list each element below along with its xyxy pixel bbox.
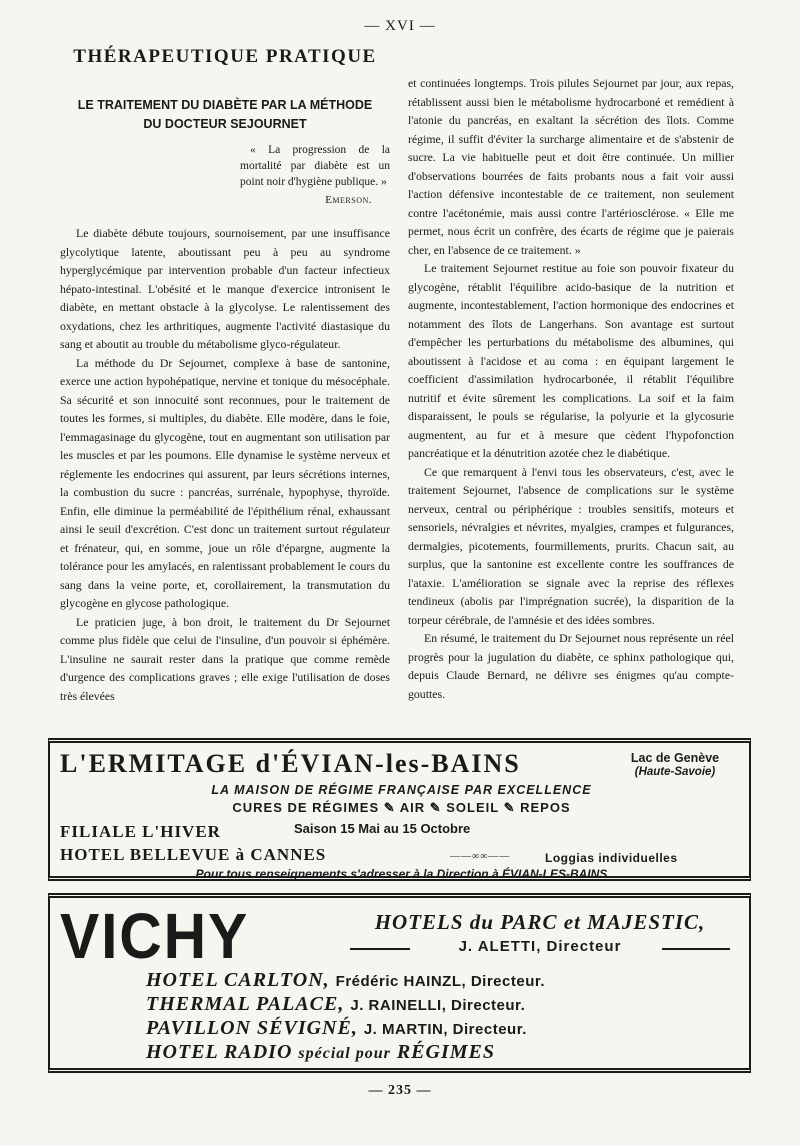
- hotel-name: PAVILLON SÉVIGNÉ,: [146, 1017, 358, 1039]
- evian-filiale: FILIALE L'HIVER: [60, 822, 221, 841]
- evian-cures: CURES DE RÉGIMES ✎ AIR ✎ SOLEIL ✎ REPOS: [232, 800, 571, 815]
- journal-title: THÉRAPEUTIQUE PRATIQUE: [73, 46, 377, 67]
- article-title: [60, 96, 390, 134]
- evian-lake: Lac de Genève: [630, 751, 720, 765]
- hotel-director: J. RAINELLI, Directeur.: [350, 997, 526, 1014]
- paragraph: En résumé, le traitement du Dr Sejournet nous représente un réel progrès pour la jugulation du diabète, ce sphinx pathologique qui, depuis Claude Bernard, ne délivre ses énigmes qu'au compte-gouttes.: [408, 631, 734, 701]
- evian-renseignements: Pour tous renseignements s'adresser à la Direction à ÉVIAN-LES-BAINS: [195, 867, 608, 881]
- evian-maison: LA MAISON DE RÉGIME FRANÇAISE PAR EXCELLENCE: [211, 783, 592, 797]
- roman-page-number: — XVI —: [364, 18, 436, 34]
- hotel-director: J. MARTIN, Directeur.: [363, 1021, 527, 1038]
- hotel-radio-name: HOTEL RADIO: [146, 1041, 293, 1063]
- evian-advertisement: [48, 738, 751, 881]
- evian-ornament: ——∞∞——: [450, 851, 511, 862]
- paragraph: et continuées longtemps. Trois pilules Sejournet par jour, aux repas, rétablissent aussi bien le métabolisme hydrocarboné et remédient à l'atonie du pancréas, en exaltant la sécrétion des îlots. Comme régime, il suffit d'éviter la surcharge alimentaire et de s'abstenir de sucre. La vie habituelle peut et doit être continuée. Un millier d'observations bourrées de faits probants nous a fait voir aussi l'action défensive incontestable de ce traitement, non seulement contre l'acétonémie, mais aussi contre l'artériosclérose. « Elle me permet, nous écrit un confrère, des écarts de régime que je paierais cher, en l'absence de ce traitement. »: [408, 76, 734, 257]
- epigraph-author: Emerson.: [325, 194, 372, 206]
- paragraph: Le traitement Sejournet restitue au foie son pouvoir fixateur du glycogène, rétablit l'équilibre acido-basique de la nutrition et augmente, incontestablement, l'action hormonique des endocrines et notamment des îlots de Langerhans. Son avantage est surtout d'empêcher les perturbations du métabolisme des albumines, qui aboutissent à l'acidose et au coma : en équipant largement le coefficient d'assimilation hydrocarbonée, il rétablit l'équilibre nutritif et évite sûrement les complications. La soif et la faim disparaissent, le pouls se régularise, la polyurie et la glycosurie augmentent, au fur et à mesure que cèdent l'hypofonction pancréatique et la dénutrition azotée chez le diabétique.: [408, 261, 734, 460]
- vichy-director-line: J. ALETTI, Directeur: [458, 938, 622, 955]
- vichy-hotel-row: [146, 969, 545, 992]
- vichy-logo-text: VICHY: [60, 900, 250, 972]
- evian-saison: Saison 15 Mai au 15 Octobre: [294, 821, 471, 836]
- evian-location: [605, 751, 745, 779]
- evian-hotel-bellevue: HOTEL BELLEVUE à CANNES: [60, 845, 327, 864]
- vichy-hotel-radio-row: [146, 1041, 495, 1064]
- page-number: — 235 —: [368, 1083, 432, 1098]
- hotel-radio-special: spécial pour: [298, 1045, 391, 1062]
- paragraph: Ce que remarquent à l'envi tous les observateurs, c'est, avec le traitement Sejournet, l'absence de complications sur le système nerveux, central ou périphérique : troubles sensitifs, moteurs et sensoriels, névralgies et névrites, myalgies, crampes et fulgurances, dermalgies, picotements, fourmillements, prurits. Chacun sait, au surplus, que la santonine est excellente contre les souffrances de l'ataxie. L'amélioration se signale avec la reprise des réflexes tendineux (abolis par l'imprégnation sucrée), la disparition de la torpeur cérébrale, de l'amnésie et des idées sombres.: [408, 464, 734, 627]
- paragraph: Le diabète débute toujours, sournoisement, par une insuffisance glycolytique latente, aboutissant peu à peu au syndrome hyperglycémique par intervention probable d'un facteur infectieux hépato-intestinal. L'obésité et le manque d'exercice intronisent le diabète, en mettant obstacle à la glycolyse. Le ralentissement des oxydations, chez les arthritiques, augmente l'activité diastasique du sang et aboutit au trouble du métabolisme glyco-régulateur.: [60, 226, 390, 351]
- epigraph: « La progression de la mortalité par diabète est un point noir d'hygiène publique. »: [240, 144, 390, 188]
- paragraph: Le praticien juge, à bon droit, le traitement du Dr Sejournet comme plus fidèle que celui de l'insuline, d'un pouvoir si éphémère. L'insuline ne saurait rester dans la pratique que comme remède d'urgence des complications graves ; elle exige l'utilisation de doses très élevées: [60, 614, 390, 703]
- article-column-right: [408, 74, 734, 703]
- paragraph: La méthode du Dr Sejournet, complexe à base de santonine, exerce une action hypohépatique, nervine et tonique du mésocéphale. Sa sécurité et son innocuité sont reconnues, pour le traitement de toutes les formes, si multiples, du diabète. Elle modère, dans le foie, l'emmagasinage du glycogène, tout en augmentant son utilisation par les muscles et par les poumons. Elle dynamise le système nerveux et réglemente les endocrines qui assurent, par leurs sécrétions internes, la combustion du sucre : pancréas, surrénale, hypophyse, thyroïde. Enfin, elle diminue la perméabilité de l'épithélium rénal, exhaussant ainsi le seuil d'excrétion. C'est donc un traitement surtout régulateur et frénateur, qui, en somme, joue un rôle d'épargne, augmente la tolérance pour les amylacés, en ralentissant probablement le cours du sang dans la veine porte, et, corollairement, la transmutation du glycogène en glycose pathologique.: [60, 355, 390, 610]
- vichy-advertisement: [48, 893, 751, 1073]
- article-title-line-1: LE TRAITEMENT DU DIABÈTE PAR LA MÉTHODE: [77, 98, 373, 112]
- vichy-hotel-row: [146, 1017, 527, 1040]
- divider-rule: [662, 948, 730, 950]
- hotel-director: Frédéric HAINZL, Directeur.: [335, 973, 546, 990]
- vichy-hotel-row: [146, 993, 525, 1016]
- evian-region: (Haute-Savoie): [634, 766, 716, 778]
- hotel-radio-regimes: RÉGIMES: [396, 1041, 495, 1063]
- evian-headline: L'ERMITAGE d'ÉVIAN-les-BAINS: [60, 749, 521, 778]
- hotel-name: THERMAL PALACE,: [146, 993, 345, 1015]
- article-column-left: [60, 224, 390, 705]
- vichy-hotels-line: HOTELS du PARC et MAJESTIC,: [374, 910, 706, 934]
- hotel-name: HOTEL CARLTON,: [146, 969, 330, 991]
- article-title-line-2: DU DOCTEUR SEJOURNET: [143, 117, 307, 131]
- evian-loggias: Loggias individuelles: [545, 851, 678, 865]
